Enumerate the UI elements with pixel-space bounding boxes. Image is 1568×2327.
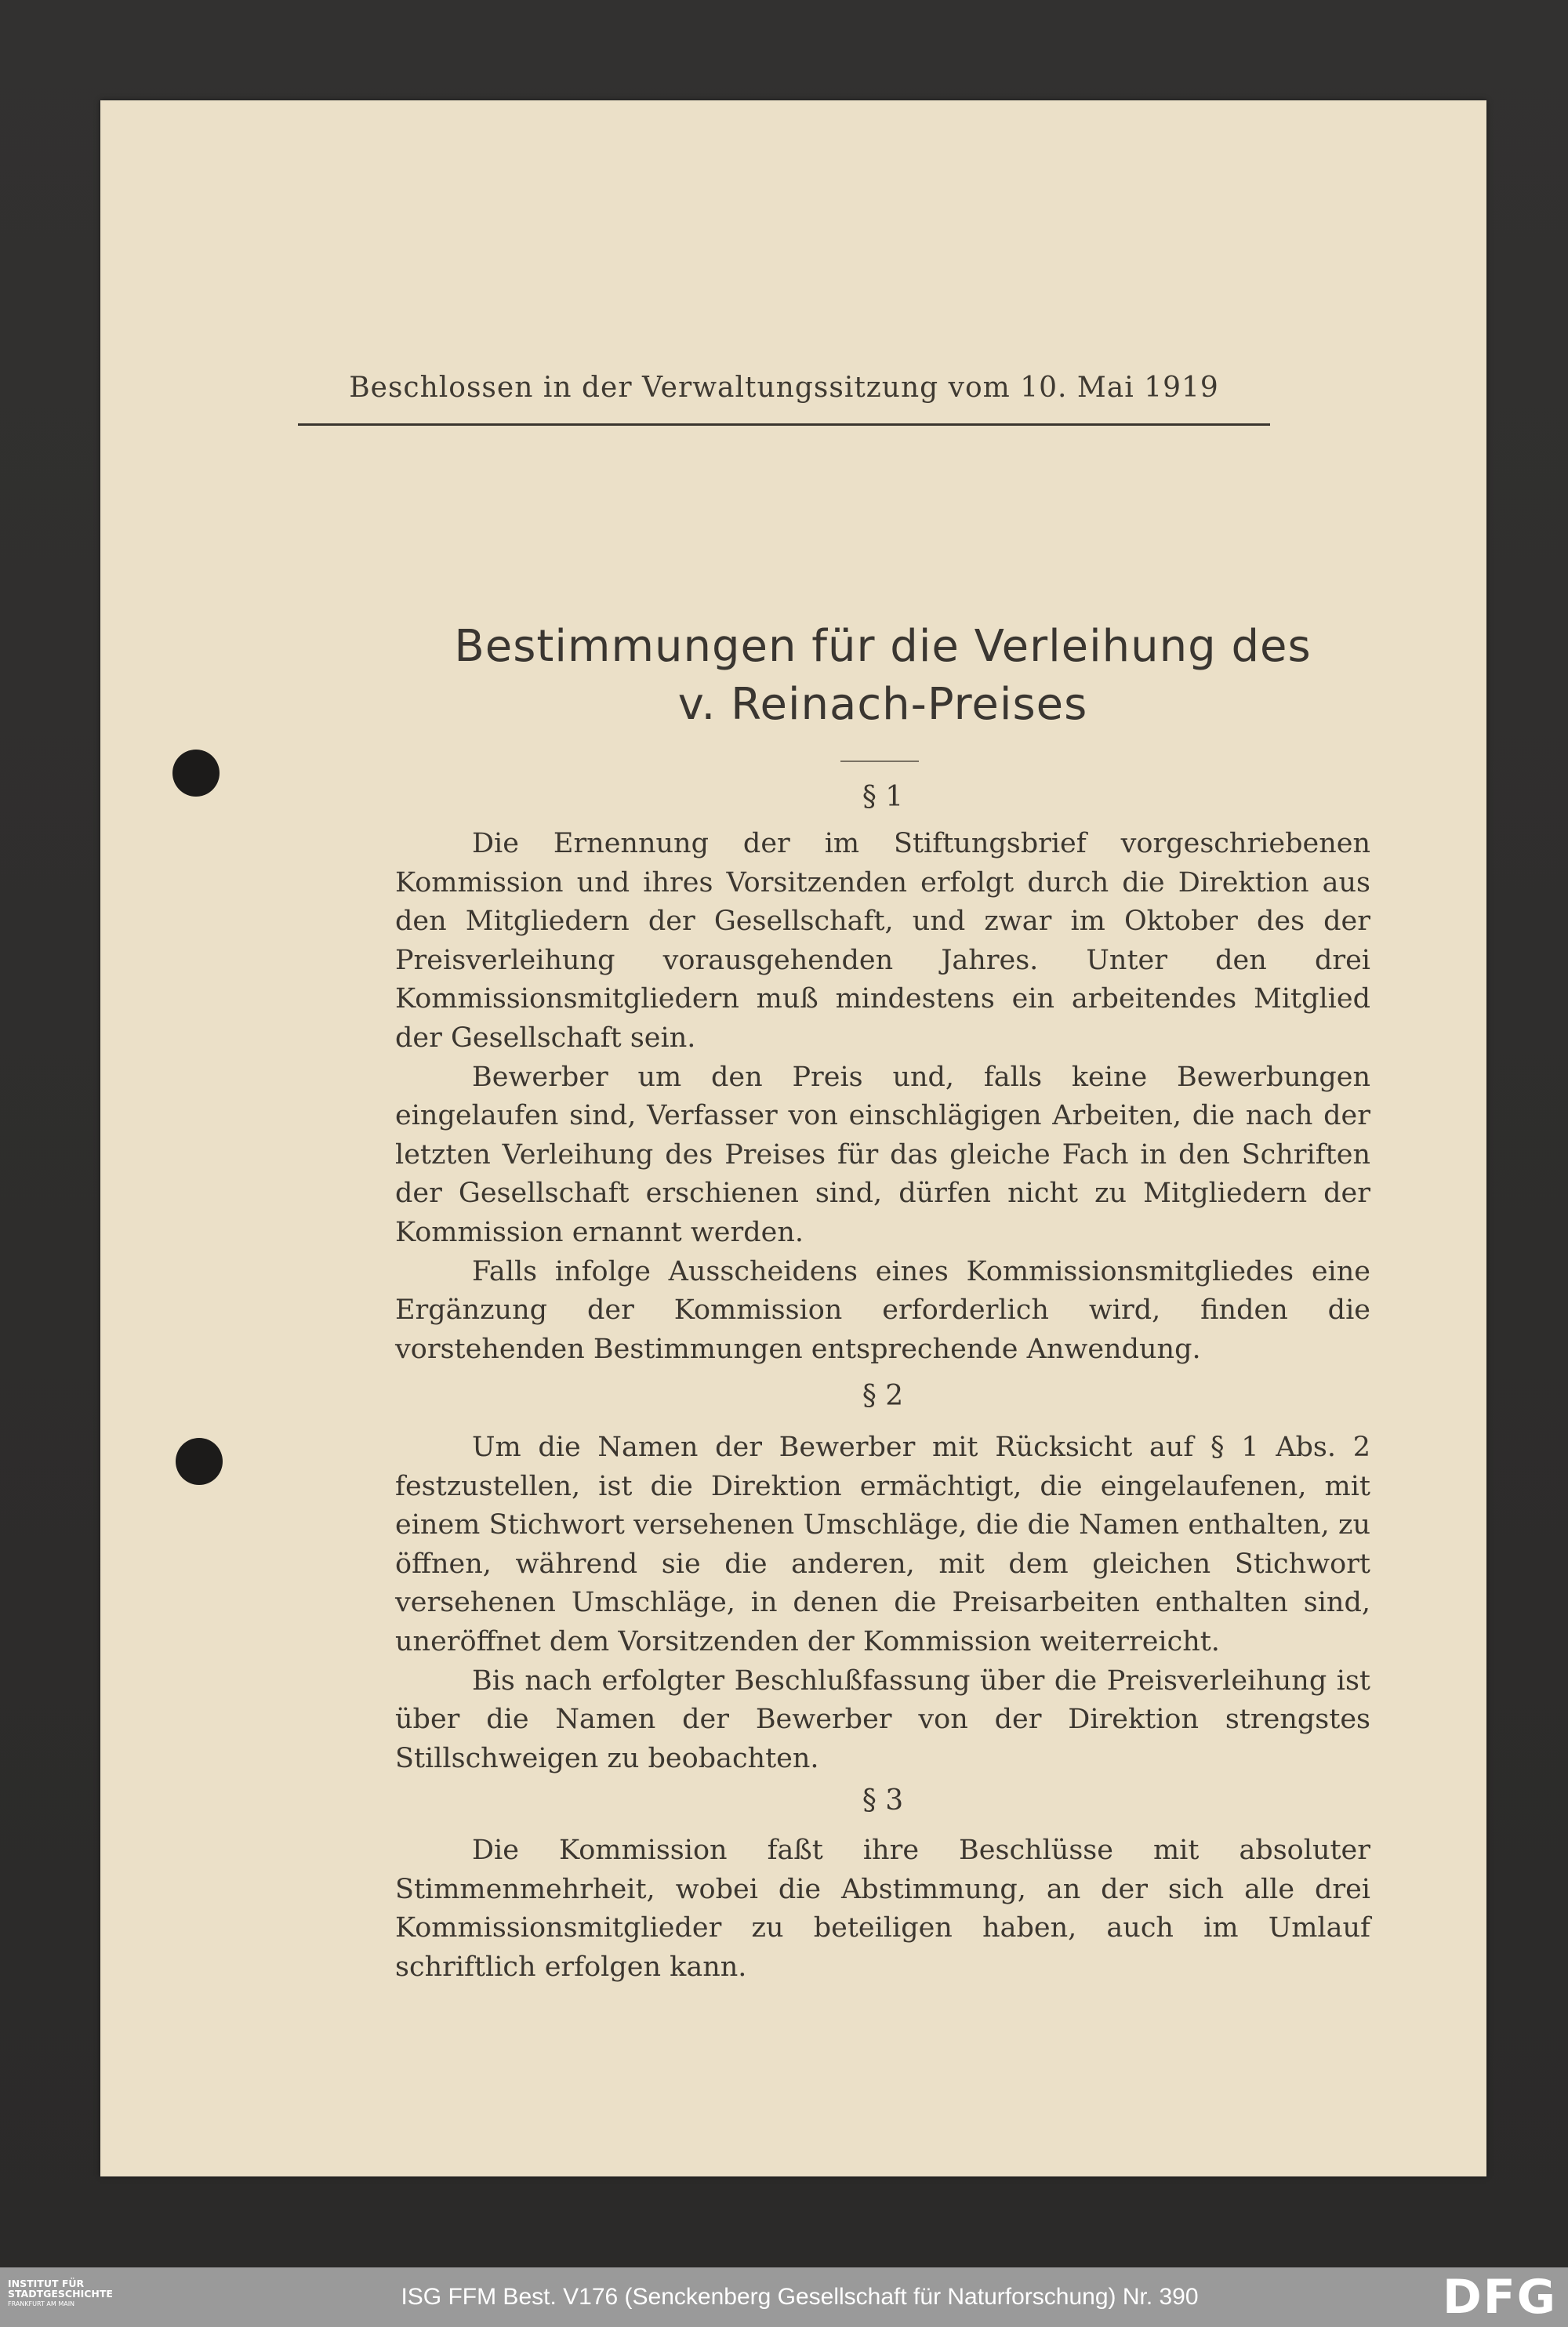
title-line-1: Bestimmungen für die Verleihung des (454, 621, 1312, 672)
resolution-header: Beschlossen in der Verwaltungssitzung vom 10. Mai 1919 (349, 372, 1219, 404)
punch-hole-top (172, 750, 220, 797)
archive-footer-bar (0, 2267, 1568, 2327)
document-page (100, 100, 1486, 2176)
archive-caption: ISG FFM Best. V176 (Senckenberg Gesellschaft für Naturforschung) Nr. 390 (401, 2284, 1199, 2310)
section-1-paragraph-3: Falls infolge Ausscheidens eines Kommissionsmitgliedes eine Ergänzung der Kommission erforderlich wird, finden die vorstehenden Bestimmungen entsprechende Anwendung. (395, 1255, 1370, 1365)
section-3-body (395, 1831, 1370, 1987)
section-2-paragraph-2: Bis nach erfolgter Beschlußfassung über die Preisverleihung ist über die Namen der Bewerber von der Direktion strengstes Stillschweigen zu beobachten. (395, 1664, 1370, 1774)
logo-line-2: STADTGESCHICHTE (8, 2288, 113, 2300)
section-3-paragraph-1: Die Kommission faßt ihre Beschlüsse mit absoluter Stimmenmehrheit, wobei die Abstimmung, an der sich alle drei Kommissionsmitglieder zu beteiligen haben, auch im Umlauf schriftlich erfolgen kann. (395, 1835, 1370, 1983)
section-1-paragraph-2: Bewerber um den Preis und, falls keine Bewerbungen eingelaufen sind, Verfasser von einschlägigen Arbeiten, die nach der letzten Verleihung des Preises für das gleiche Fach in den Schriften der Gesellschaft erschienen sind, dürfen nicht zu Mitgliedern der Kommission ernannt werden. (395, 1061, 1370, 1248)
section-2-body (395, 1429, 1370, 1778)
dfg-logo: DFG (1442, 2270, 1557, 2325)
title-line-2: v. Reinach-Preises (677, 679, 1088, 730)
section-1-heading: § 1 (862, 781, 904, 813)
title-rule (840, 761, 919, 762)
logo-line-1: INSTITUT FÜR (8, 2278, 85, 2289)
isg-institute-logo (8, 2278, 133, 2309)
logo-line-3: FRANKFURT AM MAIN (8, 2300, 75, 2307)
section-1-body (395, 825, 1370, 1369)
section-2-paragraph-1: Um die Namen der Bewerber mit Rücksicht auf § 1 Abs. 2 festzustellen, ist die Direktion ermächtigt, die eingelaufenen, mit einem Stichwort versehenen Umschläge, die die Namen enthalten, zu öffnen, während sie die anderen, mit dem gleichen Stichwort versehenen Umschläge, in denen die Preisarbeiten enthalten sind, uneröffnet dem Vorsitzenden der Kommission weiterreicht. (395, 1432, 1370, 1657)
header-rule (298, 423, 1270, 426)
document-title (201, 618, 1565, 734)
section-2-heading: § 2 (862, 1380, 904, 1412)
punch-hole-bottom (176, 1438, 223, 1485)
section-3-heading: § 3 (862, 1784, 904, 1817)
section-1-paragraph-1: Die Ernennung der im Stiftungsbrief vorgeschriebenen Kommission und ihres Vorsitzenden erfolgt durch die Direktion aus den Mitgliedern der Gesellschaft, und zwar im Oktober des der Preisverleihung vorausgehenden Jahres. Unter den drei Kommissionsmitgliedern muß mindestens ein arbeitendes Mitglied der Gesellschaft sein. (395, 828, 1370, 1054)
